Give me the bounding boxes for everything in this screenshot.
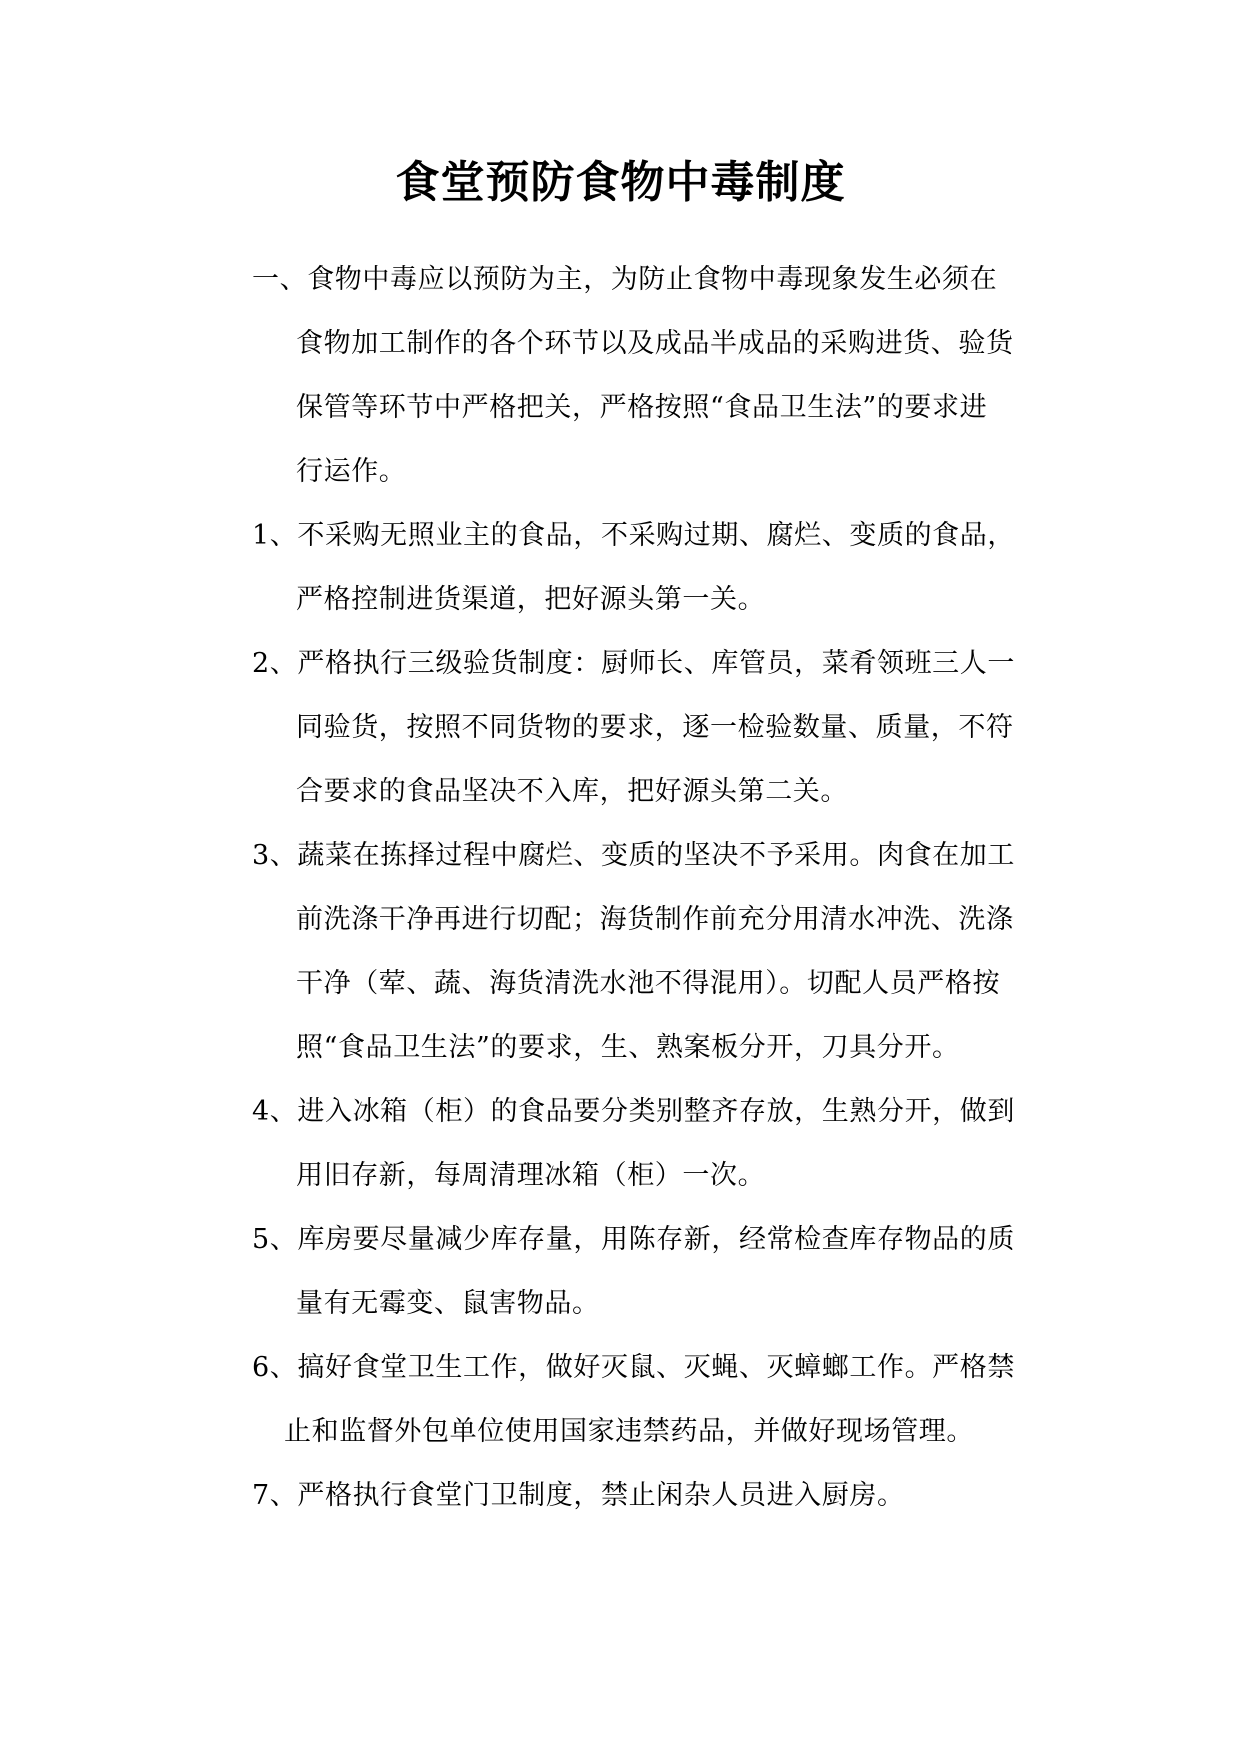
section-line: 行运作。 — [296, 456, 407, 487]
item-5 — [252, 1208, 1015, 1336]
item-line: 2、严格执行三级验货制度：厨师长、库管员，菜肴领班三人一 — [252, 648, 1015, 679]
item-1 — [252, 504, 1015, 632]
item-line: 量有无霉变、鼠害物品。 — [296, 1288, 600, 1319]
item-line: 严格控制进货渠道，把好源头第一关。 — [296, 584, 766, 615]
item-7 — [252, 1464, 905, 1528]
item-line: 止和监督外包单位使用国家违禁药品，并做好现场管理。 — [284, 1416, 974, 1447]
item-line: 4、进入冰箱（柜）的食品要分类别整齐存放，生熟分开，做到 — [252, 1096, 1015, 1127]
item-4 — [252, 1080, 1015, 1208]
item-line: 7、严格执行食堂门卫制度，禁止闲杂人员进入厨房。 — [252, 1480, 905, 1511]
item-line: 合要求的食品坚决不入库，把好源头第二关。 — [296, 776, 848, 807]
item-line: 同验货，按照不同货物的要求，逐一检验数量、质量，不符 — [296, 712, 1014, 743]
item-line: 5、库房要尽量减少库存量，用陈存新，经常检查库存物品的质 — [252, 1224, 1015, 1255]
section-line: 一、食物中毒应以预防为主，为防止食物中毒现象发生必须在 — [252, 264, 998, 295]
section-line: 保管等环节中严格把关，严格按照“食品卫生法”的要求进 — [296, 392, 988, 423]
item-line: 1、不采购无照业主的食品，不采购过期、腐烂、变质的食品， — [252, 520, 1015, 551]
item-3 — [252, 824, 1015, 1080]
item-line: 6、搞好食堂卫生工作，做好灭鼠、灭蝇、灭蟑螂工作。严格禁 — [252, 1352, 1015, 1383]
item-line: 用旧存新，每周清理冰箱（柜）一次。 — [296, 1160, 766, 1191]
item-line: 照“食品卫生法”的要求，生、熟案板分开，刀具分开。 — [296, 1032, 960, 1063]
item-line: 3、蔬菜在拣择过程中腐烂、变质的坚决不予采用。肉食在加工 — [252, 840, 1015, 871]
document-title: 食堂预防食物中毒制度 — [395, 157, 846, 208]
section-1 — [252, 248, 1014, 504]
section-line: 食物加工制作的各个环节以及成品半成品的采购进货、验货 — [296, 328, 1014, 359]
item-line: 前洗涤干净再进行切配；海货制作前充分用清水冲洗、洗涤 — [296, 904, 1014, 935]
item-6 — [252, 1336, 1015, 1464]
item-2 — [252, 632, 1015, 824]
item-line: 干净（荤、蔬、海货清洗水池不得混用）。切配人员严格按 — [296, 968, 1001, 999]
